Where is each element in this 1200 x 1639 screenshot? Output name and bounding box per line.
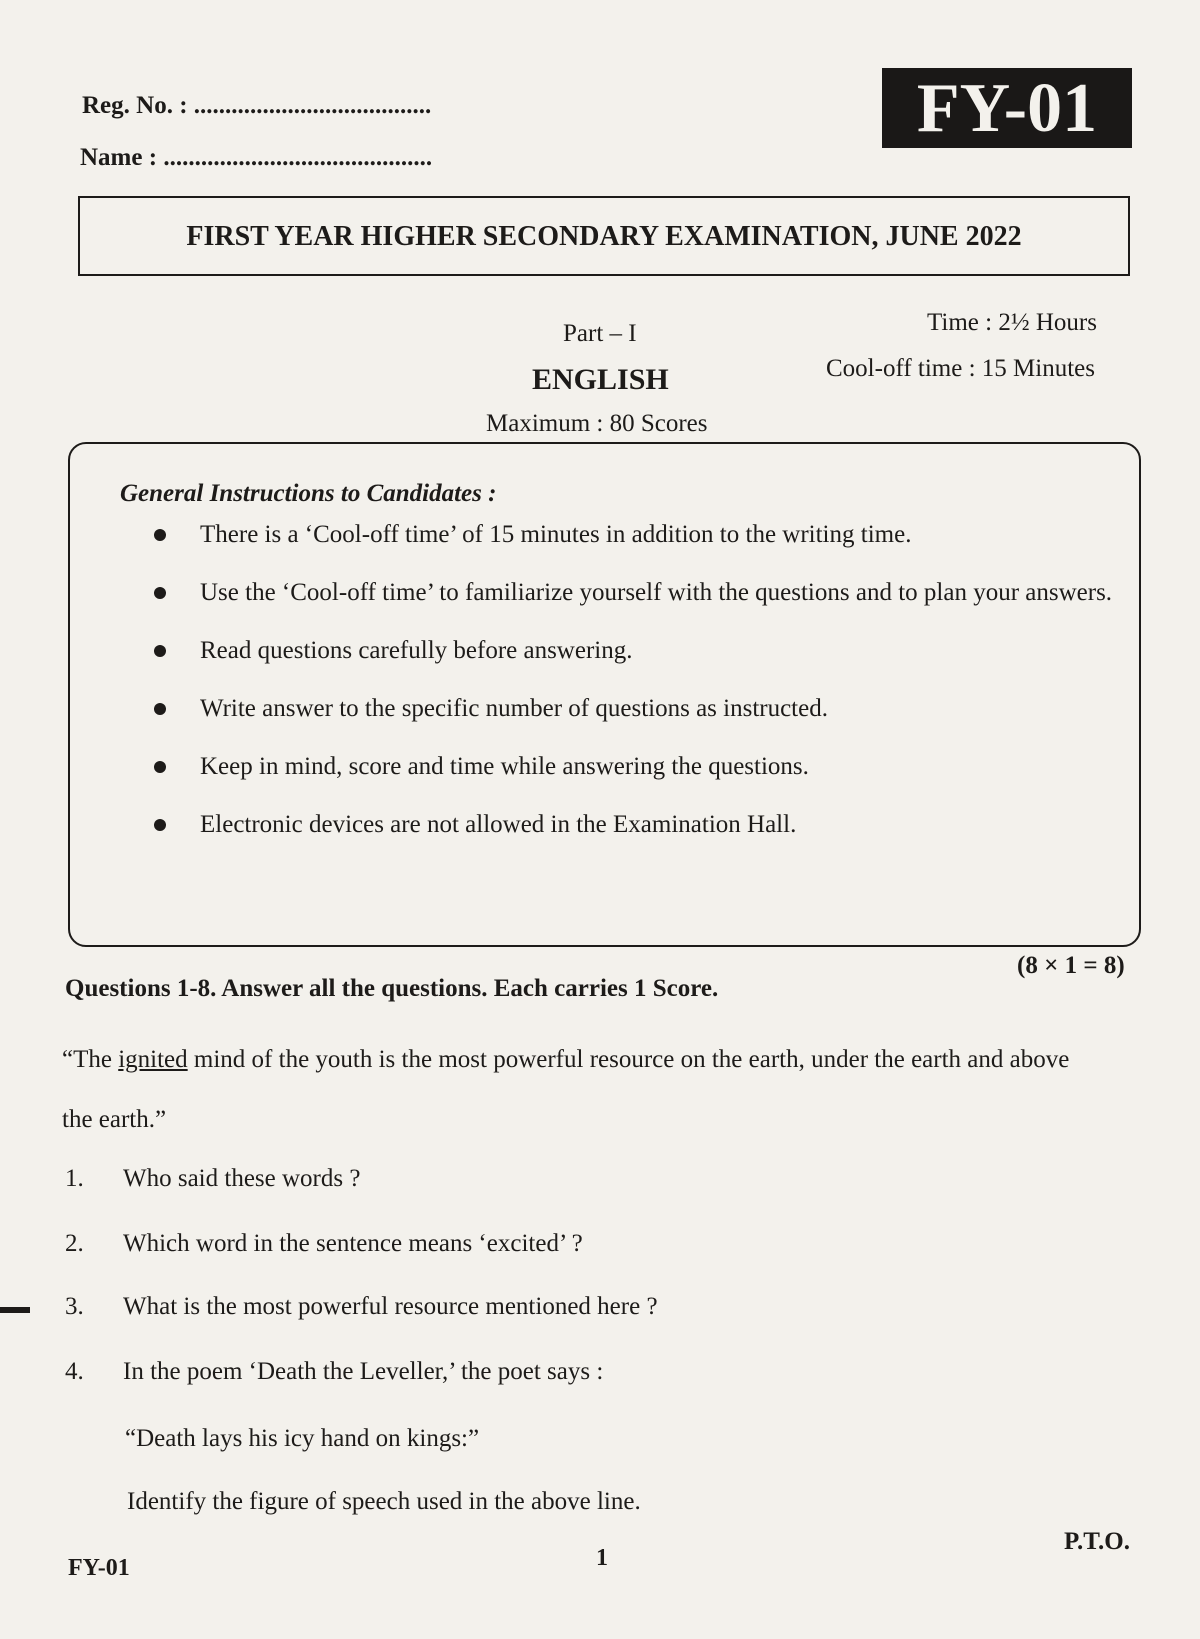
exam-title: FIRST YEAR HIGHER SECONDARY EXAMINATION, JUNE 2022 bbox=[78, 196, 1130, 276]
instructions-list bbox=[150, 520, 1130, 868]
instruction-item: Read questions carefully before answering. bbox=[150, 636, 1130, 666]
name-field bbox=[80, 144, 432, 172]
section-score: (8 × 1 = 8) bbox=[1017, 952, 1125, 979]
instruction-item: Use the ‘Cool-off time’ to familiarize yourself with the questions and to plan your answers. bbox=[150, 578, 1130, 608]
instructions-title: General Instructions to Candidates : bbox=[120, 480, 497, 507]
instruction-item: Write answer to the specific number of questions as instructed. bbox=[150, 694, 1130, 724]
footer-paper-code: FY-01 bbox=[68, 1555, 130, 1581]
quote-text-end: mind of the youth is the most powerful resource on the earth, under the earth and above the earth.” bbox=[62, 1046, 1070, 1133]
name-dots: ........................................... bbox=[163, 144, 433, 171]
cool-off-time: Cool-off time : 15 Minutes bbox=[826, 355, 1095, 382]
instruction-item: Keep in mind, score and time while answering the questions. bbox=[150, 752, 1130, 782]
question-3 bbox=[65, 1293, 1065, 1323]
name-label: Name : bbox=[80, 144, 158, 171]
pto-label: P.T.O. bbox=[1064, 1528, 1130, 1555]
question-number: 1. bbox=[65, 1165, 84, 1192]
part-label: Part – I bbox=[563, 320, 637, 347]
reg-no-label: Reg. No. : bbox=[82, 92, 188, 119]
question-4-instruction: Identify the figure of speech used in the above line. bbox=[127, 1488, 641, 1515]
instruction-item: Electronic devices are not allowed in the Examination Hall. bbox=[150, 810, 1130, 840]
passage-quote bbox=[62, 1030, 1102, 1150]
reg-no-field bbox=[82, 92, 431, 120]
question-4-quote: “Death lays his icy hand on kings:” bbox=[125, 1425, 480, 1452]
question-text: What is the most powerful resource mentioned here ? bbox=[123, 1293, 658, 1320]
quote-text-start: “The bbox=[62, 1046, 119, 1073]
question-2 bbox=[65, 1230, 1065, 1260]
subject-title: ENGLISH bbox=[532, 363, 669, 396]
question-number: 2. bbox=[65, 1230, 84, 1257]
maximum-score: Maximum : 80 Scores bbox=[486, 410, 708, 437]
question-text: Which word in the sentence means ‘excited’ ? bbox=[123, 1230, 583, 1257]
instruction-item: There is a ‘Cool-off time’ of 15 minutes in addition to the writing time. bbox=[150, 520, 1130, 550]
question-number: 3. bbox=[65, 1293, 84, 1320]
question-text: In the poem ‘Death the Leveller,’ the poet says : bbox=[123, 1358, 604, 1385]
question-4 bbox=[65, 1358, 1065, 1388]
question-1 bbox=[65, 1165, 1065, 1195]
section-heading: Questions 1-8. Answer all the questions. Each carries 1 Score. bbox=[65, 975, 719, 1002]
reg-no-dots: ...................................... bbox=[193, 92, 432, 119]
margin-mark bbox=[0, 1307, 30, 1313]
paper-code-badge: FY-01 bbox=[882, 68, 1132, 148]
question-text: Who said these words ? bbox=[123, 1165, 361, 1192]
time-duration: Time : 2½ Hours bbox=[927, 309, 1097, 336]
question-number: 4. bbox=[65, 1358, 84, 1385]
page-number: 1 bbox=[596, 1545, 608, 1571]
quote-underlined-word: ignited bbox=[118, 1046, 188, 1073]
